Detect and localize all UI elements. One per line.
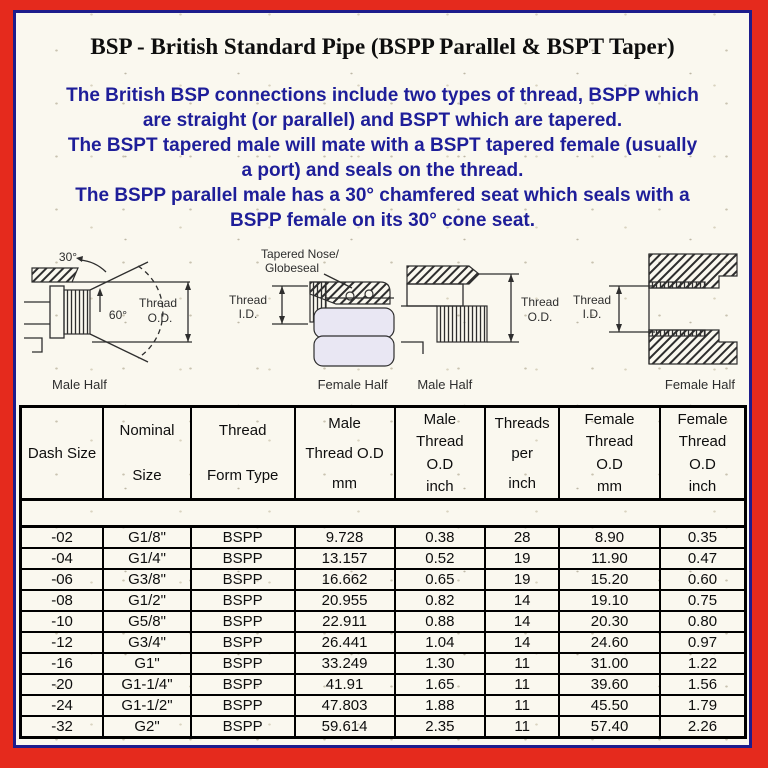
diagram-female-half xyxy=(571,246,743,392)
table-cell: -08 xyxy=(21,590,104,611)
table-cell: 11 xyxy=(485,653,559,674)
table-row xyxy=(21,527,746,549)
table-cell: 22.911 xyxy=(295,611,395,632)
intro-line: a port) and seals on the thread. xyxy=(241,160,524,181)
table-cell: 0.65 xyxy=(395,569,486,590)
male-thread-section xyxy=(437,306,487,342)
thread-id-label-line2: I.D. xyxy=(238,307,257,321)
diagram-female-swivel xyxy=(216,246,396,392)
diagram-caption: Female Half xyxy=(664,377,735,392)
table-cell: BSPP xyxy=(191,716,295,738)
table-cell: 1.79 xyxy=(660,695,746,716)
female-swivel-drawing xyxy=(216,246,396,374)
column-header: Dash Size xyxy=(21,407,104,500)
table-cell: 1.22 xyxy=(660,653,746,674)
table-cell: 11 xyxy=(485,716,559,738)
flange-hatch xyxy=(32,268,78,282)
intro-line: The BSPT tapered male will mate with a BSPT tapered female (usually xyxy=(67,135,698,156)
table-cell: 24.60 xyxy=(559,632,660,653)
thread-od-label-line2: O.D. xyxy=(527,310,553,324)
table-cell: 11.90 xyxy=(559,548,660,569)
spec-table-header-row xyxy=(21,407,746,500)
table-cell: 2.35 xyxy=(395,716,486,738)
thread-diagrams xyxy=(16,246,749,392)
table-cell: 15.20 xyxy=(559,569,660,590)
table-cell: 19 xyxy=(485,548,559,569)
spec-table xyxy=(19,405,747,739)
angle-60-label: 60° xyxy=(108,308,128,322)
table-cell: 26.441 xyxy=(295,632,395,653)
table-cell: 8.90 xyxy=(559,527,660,549)
table-row xyxy=(21,548,746,569)
table-cell: 33.249 xyxy=(295,653,395,674)
table-cell: 0.75 xyxy=(660,590,746,611)
table-row xyxy=(21,674,746,695)
table-cell: 9.728 xyxy=(295,527,395,549)
table-cell: 0.35 xyxy=(660,527,746,549)
thread-od-label-line2: O.D. xyxy=(147,311,173,325)
table-cell: 19.10 xyxy=(559,590,660,611)
table-cell: 1.04 xyxy=(395,632,486,653)
table-cell: G1/4" xyxy=(103,548,191,569)
flange-hatch xyxy=(407,266,479,284)
table-cell: 11 xyxy=(485,674,559,695)
table-cell: 14 xyxy=(485,611,559,632)
column-header: Thread Form Type xyxy=(191,407,295,500)
diagram-caption: Female Half xyxy=(317,377,388,392)
table-cell: 20.955 xyxy=(295,590,395,611)
table-cell: -20 xyxy=(21,674,104,695)
table-cell: 19 xyxy=(485,569,559,590)
thread-id-label-line1: Thread xyxy=(572,293,611,307)
intro-line: BSPP female on its 30° cone seat. xyxy=(229,210,536,231)
table-cell: -16 xyxy=(21,653,104,674)
table-cell: 1.65 xyxy=(395,674,486,695)
table-row xyxy=(21,611,746,632)
table-cell: G1/2" xyxy=(103,590,191,611)
spec-table-header xyxy=(21,407,746,500)
table-cell: 0.97 xyxy=(660,632,746,653)
table-cell: 14 xyxy=(485,590,559,611)
table-cell: G3/8" xyxy=(103,569,191,590)
table-cell: G1/8" xyxy=(103,527,191,549)
table-cell: BSPP xyxy=(191,695,295,716)
diagram-male-bspp xyxy=(22,246,212,392)
table-cell: 13.157 xyxy=(295,548,395,569)
table-cell: 16.662 xyxy=(295,569,395,590)
table-cell: 0.38 xyxy=(395,527,486,549)
table-cell: BSPP xyxy=(191,548,295,569)
intro-line: are straight (or parallel) and BSPT which are tapered. xyxy=(142,110,623,131)
table-cell: -06 xyxy=(21,569,104,590)
female-half-drawing xyxy=(571,246,743,374)
table-row xyxy=(21,590,746,611)
table-cell: 57.40 xyxy=(559,716,660,738)
diagram-caption: Male Half xyxy=(52,377,107,392)
table-cell: 0.60 xyxy=(660,569,746,590)
intro-line: The British BSP connections include two types of thread, BSPP which xyxy=(66,85,699,106)
table-cell: 47.803 xyxy=(295,695,395,716)
table-cell: 28 xyxy=(485,527,559,549)
table-cell: BSPP xyxy=(191,653,295,674)
document-page xyxy=(13,10,752,748)
diagram-caption: Male Half xyxy=(417,377,473,392)
table-row xyxy=(21,569,746,590)
table-cell: BSPP xyxy=(191,674,295,695)
table-cell: BSPP xyxy=(191,632,295,653)
table-cell: BSPP xyxy=(191,590,295,611)
tapered-nose-label-line2: Globeseal xyxy=(264,261,319,275)
thread-od-label-line1: Thread xyxy=(521,295,560,309)
table-cell: -04 xyxy=(21,548,104,569)
column-header: Male Thread O.D inch xyxy=(395,407,486,500)
column-header: Male Thread O.D mm xyxy=(295,407,395,500)
table-cell: -32 xyxy=(21,716,104,738)
table-cell: BSPP xyxy=(191,611,295,632)
table-cell: -24 xyxy=(21,695,104,716)
table-cell: 0.52 xyxy=(395,548,486,569)
table-cell: 1.30 xyxy=(395,653,486,674)
table-cell: BSPP xyxy=(191,569,295,590)
table-cell: 0.47 xyxy=(660,548,746,569)
spec-table-body xyxy=(21,500,746,738)
table-row xyxy=(21,695,746,716)
nut-body-upper xyxy=(314,308,394,338)
table-cell: -12 xyxy=(21,632,104,653)
table-cell: G1-1/2" xyxy=(103,695,191,716)
page-title: BSP - British Standard Pipe (BSPP Parallel & BSPT Taper) xyxy=(90,34,675,59)
table-cell: 0.88 xyxy=(395,611,486,632)
table-cell: 2.26 xyxy=(660,716,746,738)
table-row xyxy=(21,716,746,738)
table-cell: -02 xyxy=(21,527,104,549)
table-cell: G1" xyxy=(103,653,191,674)
thread-id-label-line1: Thread xyxy=(228,293,267,307)
male-bspp-drawing xyxy=(22,246,212,374)
table-cell: 1.56 xyxy=(660,674,746,695)
column-header: Female Thread O.D inch xyxy=(660,407,746,500)
tapered-nose-label-line1: Tapered Nose/ xyxy=(260,247,339,261)
table-cell: 59.614 xyxy=(295,716,395,738)
table-cell: 45.50 xyxy=(559,695,660,716)
male-thread-section xyxy=(64,290,90,334)
table-row xyxy=(21,632,746,653)
table-cell: 0.80 xyxy=(660,611,746,632)
table-cell: -10 xyxy=(21,611,104,632)
spacer-row xyxy=(21,500,746,527)
table-cell: 31.00 xyxy=(559,653,660,674)
table-cell: G1-1/4" xyxy=(103,674,191,695)
table-row xyxy=(21,653,746,674)
column-header: Threads per inch xyxy=(485,407,559,500)
table-cell: G3/4" xyxy=(103,632,191,653)
thread-id-label-line2: I.D. xyxy=(582,307,602,321)
table-cell: BSPP xyxy=(191,527,295,549)
table-cell: G5/8" xyxy=(103,611,191,632)
intro-line: The BSPP parallel male has a 30° chamfered seat which seals with a xyxy=(75,185,690,206)
male-half-drawing xyxy=(399,246,567,374)
table-cell: 1.88 xyxy=(395,695,486,716)
table-cell: 20.30 xyxy=(559,611,660,632)
column-header: Female Thread O.D mm xyxy=(559,407,660,500)
table-cell: 41.91 xyxy=(295,674,395,695)
table-cell: 11 xyxy=(485,695,559,716)
table-cell: 0.82 xyxy=(395,590,486,611)
column-header: Nominal Size xyxy=(103,407,191,500)
table-cell: G2" xyxy=(103,716,191,738)
intro-text xyxy=(16,83,749,233)
nut-body-lower xyxy=(314,336,394,366)
thread-od-label-line1: Thread xyxy=(138,296,178,310)
angle-30-label: 30° xyxy=(58,250,78,264)
table-cell: 39.60 xyxy=(559,674,660,695)
table-cell: 14 xyxy=(485,632,559,653)
diagram-male-half xyxy=(399,246,567,392)
